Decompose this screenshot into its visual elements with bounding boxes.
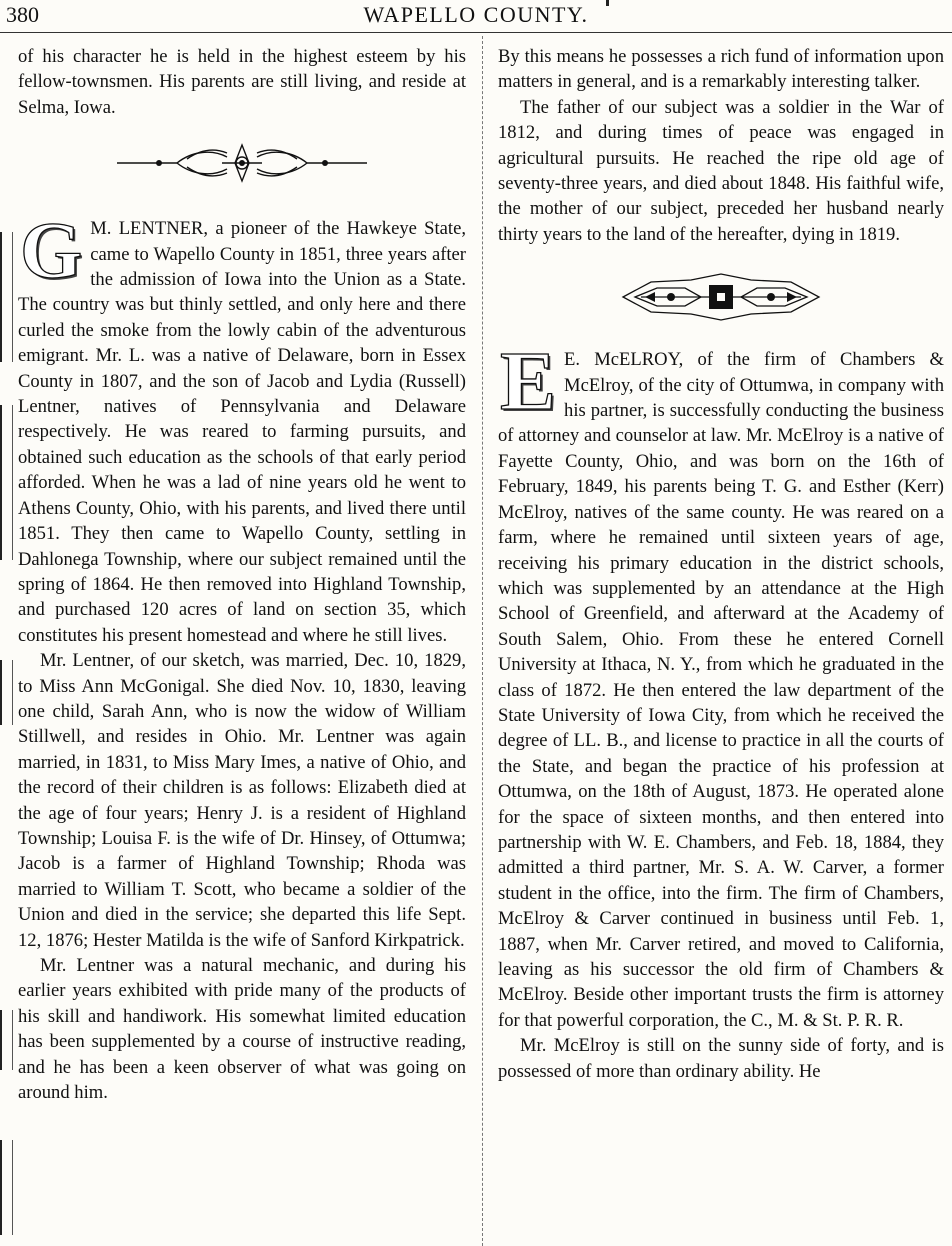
article-paragraph: Mr. McElroy is still on the sunny side of forty, and is possessed of more than ordinary ability. He bbox=[498, 1035, 944, 1082]
article-paragraph: M. LENTNER, a pioneer of the Hawkeye State, came to Wapello County in 1851, three years after the admission of Iowa into the Union as a State. The country was but thinly settled, and only here and there curled the smoke from the lowly cabin of the adventurous emigrant. Mr. L. was a native of Delaware, born in Essex County in 1807, and the son of Jacob and Lydia (Russell) Lentner, natives of Pennsylvania and Delaware respectively. He was reared to farming pursuits, and obtained such education as the schools of that early period afforded. When he was a lad of nine years old he went to Athens County, Ohio, with his parents, and lived there until 1851. They then came to Wapello County, settling in Dahlonega Township, where our subject remained until the spring of 1864. He then removed into Highland Township, and purchased 120 acres of land on section 35, which constitutes his present homestead and where he still lives. bbox=[18, 218, 466, 646]
article-paragraph: The father of our subject was a soldier in the War of 1812, and during times of peace was engaged in agricultural pursuits. He reached the ripe old age of seventy-three years, and died about 1848. His faithful wife, the mother of our subject, preceded her husband nearly thirty years to the land of the hereafter, dying in 1819. bbox=[498, 96, 944, 245]
page-number: 380 bbox=[6, 2, 39, 27]
left-column bbox=[18, 44, 466, 1105]
decorative-ornament bbox=[621, 272, 821, 322]
margin-mark bbox=[0, 405, 13, 560]
margin-mark bbox=[0, 1010, 13, 1070]
continued-paragraph: By this means he possesses a rich fund of information upon matters in general, and is a remarkably interesting talker. bbox=[498, 46, 944, 93]
decorative-ornament bbox=[117, 141, 367, 185]
margin-mark bbox=[0, 232, 13, 362]
margin-mark bbox=[0, 1140, 13, 1235]
right-column bbox=[498, 44, 944, 1084]
continued-paragraph: of his character he is held in the highest esteem by his fellow-townsmen. His parents are still living, and reside at Selma, Iowa. bbox=[18, 46, 466, 118]
header-rule bbox=[0, 32, 952, 33]
ink-speck bbox=[606, 0, 609, 6]
column-divider bbox=[482, 36, 483, 1246]
article-paragraph: Mr. Lentner, of our sketch, was married, Dec. 10, 1829, to Miss Ann McGonigal. She died Nov. 10, 1830, leaving one child, Sarah Ann, who is now the widow of William Stillwell, and resides in Ohio. Mr. Lentner was again married, in 1831, to Miss Mary Imes, a native of Ohio, and the record of their children is as follows: Elizabeth died at the age of four years; Henry J. is a resident of Highland Township; Louisa F. is the wife of Dr. Hinsey, of Ottumwa; Jacob is a farmer of Highland Township; Rhoda was married to William T. Scott, who became a soldier of the Union and died in the service; she departed this life Sept. 12, 1876; Hester Matilda is the wife of Sanford Kirkpatrick. bbox=[18, 650, 466, 951]
running-title: WAPELLO COUNTY. bbox=[363, 2, 589, 27]
article-paragraph: E. McELROY, of the firm of Chambers & McElroy, of the city of Ottumwa, in company with his partner, is successfully conducting the business of attorney and counselor at law. Mr. McElroy is a native of Fayette County, Ohio, and was born on the 16th of February, 1849, his parents being T. G. and Esther (Kerr) McElroy, natives of the same county. He was reared on a farm, where he remained until sixteen years of age, receiving his primary education in the district schools, which was supplemented by an attendance at the High School of Greenfield, and afterward at the Academy of South Salem, Ohio. From these he entered Cornell University at Ithaca, N. Y., from which he graduated in the class of 1872. He then entered the law department of the State University of Iowa City, from which he received the degree of LL. B., and license to practice in all the courts of the State, and began the practice of his profession at Ottumwa, on the 18th of August, 1873. He operated alone for the space of sixteen months, and then entered into partnership with W. E. Chambers, and Feb. 18, 1884, they admitted a third partner, Mr. S. A. W. Carver, a former student in the office, into the firm. The firm of Chambers, McElroy & Carver continued in business until Feb. 1, 1887, when Mr. Carver retired, and moved to California, leaving as his successor the old firm of Chambers & McElroy. Beside other important trusts the firm is attorney for that powerful corporation, the C., M. & St. P. R. R. bbox=[498, 349, 944, 1031]
drop-cap: G bbox=[20, 207, 83, 296]
margin-mark bbox=[0, 660, 13, 725]
article-paragraph: Mr. Lentner was a natural mechanic, and during his earlier years exhibited with pride many of the products of his skill and handiwork. His somewhat limited education has been supplemented by a course of instructive reading, and he has been a keen observer of what was going on around him. bbox=[18, 955, 466, 1104]
drop-cap: E bbox=[500, 335, 557, 429]
page-header bbox=[0, 0, 952, 32]
